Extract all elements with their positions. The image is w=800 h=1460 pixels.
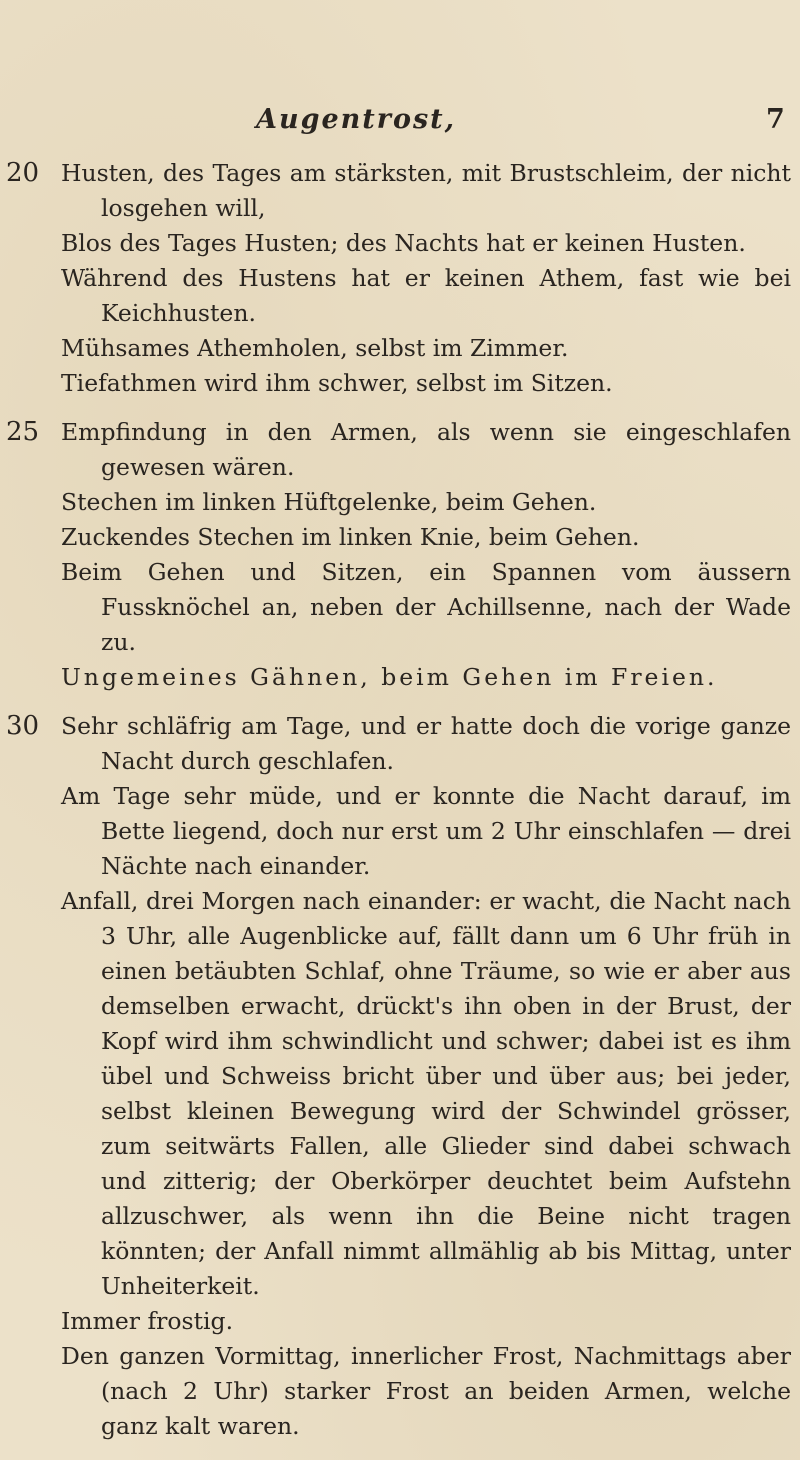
symptom-entry: Am Tage sehr müde, und er konnte die Nacht darauf, im Bette liegend, doch nur erst um 2 Uhr einschlafen — drei Nächte nach einander. bbox=[61, 782, 791, 880]
running-title: Augentrost, bbox=[256, 104, 457, 135]
symptom-group-30 bbox=[0, 709, 800, 1444]
symptom-entry: Mühsames Athemholen, selbst im Zimmer. bbox=[61, 334, 569, 362]
symptom-entry: Den ganzen Vormittag, innerlicher Frost, Nachmittags aber (nach 2 Uhr) starker Frost an beiden Armen, welche ganz kalt waren. bbox=[61, 1342, 791, 1440]
symptom-group-20 bbox=[0, 156, 800, 401]
symptom-entry: Zuckendes Stechen im linken Knie, beim Gehen. bbox=[61, 523, 640, 551]
symptom-entry: Während des Hustens hat er keinen Athem, fast wie bei Keichhusten. bbox=[61, 264, 791, 327]
symptom-entry: Blos des Tages Husten; des Nachts hat er keinen Husten. bbox=[61, 229, 746, 257]
line-number: 25 bbox=[6, 417, 40, 447]
line-number: 30 bbox=[6, 711, 40, 741]
symptom-entry: Husten, des Tages am stärksten, mit Brustschleim, der nicht losgehen will, bbox=[61, 159, 791, 222]
symptom-entry: Immer frostig. bbox=[61, 1307, 234, 1335]
line-number: 20 bbox=[6, 158, 40, 188]
symptom-entry: Stechen im linken Hüftgelenke, beim Gehen. bbox=[61, 488, 597, 516]
symptom-list bbox=[0, 156, 800, 1444]
symptom-entry: Sehr schläfrig am Tage, und er hatte doch die vorige ganze Nacht durch geschlafen. bbox=[61, 712, 791, 775]
symptom-entry: Anfall, drei Morgen nach einander: er wacht, die Nacht nach 3 Uhr, alle Augenblicke auf, fällt dann um 6 Uhr früh in einen betäubten Schlaf, ohne Träume, so wie er aber aus demselben erwacht, drückt's ihn oben in der Brust, der Kopf wird ihm schwindlicht und schwer; dabei ist es ihm übel und Schweiss bricht über und über aus; bei jeder, selbst kleinen Bewegung wird der Schwindel grösser, zum seitwärts Fallen, alle Glieder sind dabei schwach und zitterig; der Oberkörper deuchtet beim Aufstehn allzuschwer, als wenn ihn die Beine nicht tragen könnten; der Anfall nimmt allmählig ab bis Mittag, unter Unheiterkeit. bbox=[61, 887, 791, 1300]
symptom-entry: Beim Gehen und Sitzen, ein Spannen vom äussern Fussknöchel an, neben der Achillsenne, nach der Wade zu. bbox=[61, 558, 791, 656]
page-number: 7 bbox=[766, 104, 785, 135]
symptom-entry: Tiefathmen wird ihm schwer, selbst im Sitzen. bbox=[61, 369, 613, 397]
symptom-entry: Ungemeines Gähnen, beim Gehen im Freien. bbox=[61, 663, 718, 691]
symptom-group-25 bbox=[0, 415, 800, 695]
symptom-entry: Empfindung in den Armen, als wenn sie eingeschlafen gewesen wären. bbox=[61, 418, 791, 481]
page-header bbox=[0, 104, 800, 144]
